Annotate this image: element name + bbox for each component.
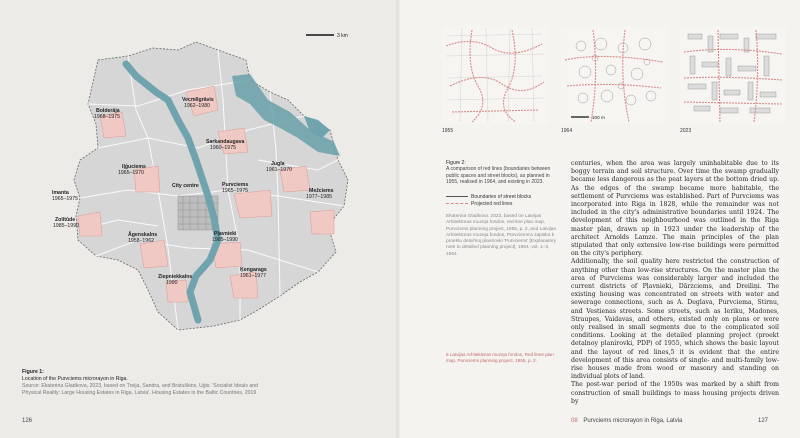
- thumbnail-year: 1964: [561, 128, 573, 134]
- district-years: 1962–1980: [184, 103, 210, 109]
- district-years: 1958–1962: [128, 238, 154, 244]
- map-scale-bar: [306, 33, 348, 39]
- running-head: [571, 418, 682, 424]
- district-label: City centre: [172, 183, 199, 189]
- legend-swatch-dashed: [446, 203, 468, 204]
- district-label: Bolderāja: [96, 108, 120, 114]
- page-number-right: 127: [758, 418, 769, 424]
- district-label: Imanta: [52, 190, 69, 196]
- district-years: 1985–1990: [212, 237, 238, 243]
- figure-2-caption: [446, 160, 558, 185]
- footnote: 5 Latvijas Arhitektūras muzeja fondos, Red lines plan map, Purvciems planning project, 1955, p. 2.: [446, 352, 554, 363]
- district-label: Ziepniekkalns: [158, 274, 193, 280]
- legend-label: Projected red lines: [471, 200, 513, 207]
- district-label: Jugla: [271, 161, 285, 167]
- district-label: Vecmīlgrāvis: [182, 97, 214, 103]
- scale-bar-label: 3 km: [337, 33, 348, 39]
- paragraph: Additionally, the soil quality here restricted the construction of anything other than low-rise structures. On the master plan the area of Purvciems was considerably larger and included the current districts of Pļavnieki, Dārzciems, and Dreiliņi. The existing housing was concentrated on streets with water and sewerage connections, such as A. Deglava, Purvciema, Stirnu, and Vestienas streets. Some streets, such as Ieriku, Madones, Straupes, Vaidavas, and others, existed only on plans or were only realised in small segments due to the complicated soil conditions. Looking at the detailed planning project (proekt detalnoy planirovki, PDP) of 1955, which shows the basic layout and the layout of red lines,5 it is evident that the entire development of this area consists of single- and multi-family low-rise houses made from wood or masonry and standing on individual plots of land.: [571, 258, 779, 381]
- paragraph: The post-war period of the 1950s was marked by a shift from construction of small buildings to mass housing projects driven by: [571, 381, 779, 405]
- legend-label: Boundaries of street blocks: [471, 193, 532, 200]
- plan-thumbnail-2023: [680, 26, 786, 124]
- body-text: [571, 160, 779, 406]
- district-years: 1960–1975: [210, 145, 236, 151]
- district-years: 1985–1990: [53, 223, 79, 229]
- district-years: 1990: [166, 280, 178, 286]
- district-years: 1968–1975: [94, 114, 120, 120]
- chapter-number: 08: [571, 418, 578, 424]
- district-years: 1965–1975: [52, 196, 78, 202]
- plan-thumbnail-1964: [561, 26, 667, 124]
- district-label: Purvciems: [222, 182, 249, 188]
- figure-1-caption: [22, 369, 372, 397]
- figure-description: A comparison of red lines (boundaries between public spaces and street blocks), as planned in 1955, realised in 1964, and existing in 2023.: [446, 166, 551, 185]
- legend-item: [446, 193, 531, 200]
- figure-number: Figure 2:: [446, 160, 466, 166]
- page-number-left: 126: [22, 418, 33, 424]
- figure-source: Source: Ekaterina Gladkova, 2023, based on Treija, Sandra, and Bratuškins, Uģis. 'Socialist Ideals and: [22, 383, 259, 389]
- district-years: 1965–1970: [118, 170, 144, 176]
- thumbnail-scale-label: 100 m: [592, 115, 605, 120]
- legend-item: [446, 200, 531, 207]
- district-years: 1961–1970: [266, 167, 292, 173]
- legend-swatch-solid: [446, 196, 468, 197]
- chapter-title: Purvciems microrayon in Riga, Latvia: [583, 418, 683, 424]
- figure-title: Location of the Purvciems microrayon in Riga.: [22, 376, 128, 382]
- plan-thumbnail-1955: [442, 26, 548, 124]
- district-label: Pļavnieki: [214, 231, 237, 237]
- map-legend: [446, 193, 531, 207]
- figure-source: Physical Reality: Large Housing Estates in Riga, Latvia'. Housing Estates in the Baltic Countries, 2019: [22, 390, 257, 396]
- riga-district-map: [18, 20, 380, 360]
- district-years: 1965–1975: [222, 188, 248, 194]
- thumbnail-year: 1955: [442, 128, 454, 134]
- district-label: Iļģuciems: [122, 164, 146, 170]
- figure-2-source: Ekaterina Gladkova, 2023, based on Latvijas Arhitektūras muzeja fondos, red-line plan map, Purvciems planning project, 1955, p. 2, and Latvijas Arhitektūras muzeja fondos, Pūrvciems'a zapiska k proektu detal'noj planirovki 'Purvciems' [Explanatory note to detailed planning project], 1964, vol. 1–2, 1964.: [446, 214, 557, 257]
- district-label: Āgenskalns: [128, 232, 158, 238]
- thumbnail-year: 2023: [680, 128, 692, 134]
- district-label: Zolitūde: [55, 217, 76, 223]
- district-years: 1977–1985: [306, 194, 332, 200]
- district-years: 1961–1977: [240, 273, 266, 279]
- paragraph: centuries, when the area was largely uninhabitable due to its boggy terrain and soil structure. Over time the swamp gradually became less dangerous as the peat layers at the bottom dried up. As the edges of the swamp became more habitable, the settlement of Purvciems was established. Part of Purvciems was incorporated into Riga in 1828, while the remainder was not included in the city's administrative boundaries until 1924. The development of this neighbourhood was outlined in the Riga master plan, drawn up in 1923 under the leadership of the architect Arnolds Lamze. The main principles of the plan stipulated that only extensive low-rise buildings were permitted on the city's periphery.: [571, 160, 779, 258]
- figure-number: Figure 1:: [22, 369, 44, 375]
- district-label: Ķengarags: [240, 267, 267, 273]
- district-label: Mežciems: [309, 188, 334, 194]
- district-label: Sarkandaugava: [206, 139, 245, 145]
